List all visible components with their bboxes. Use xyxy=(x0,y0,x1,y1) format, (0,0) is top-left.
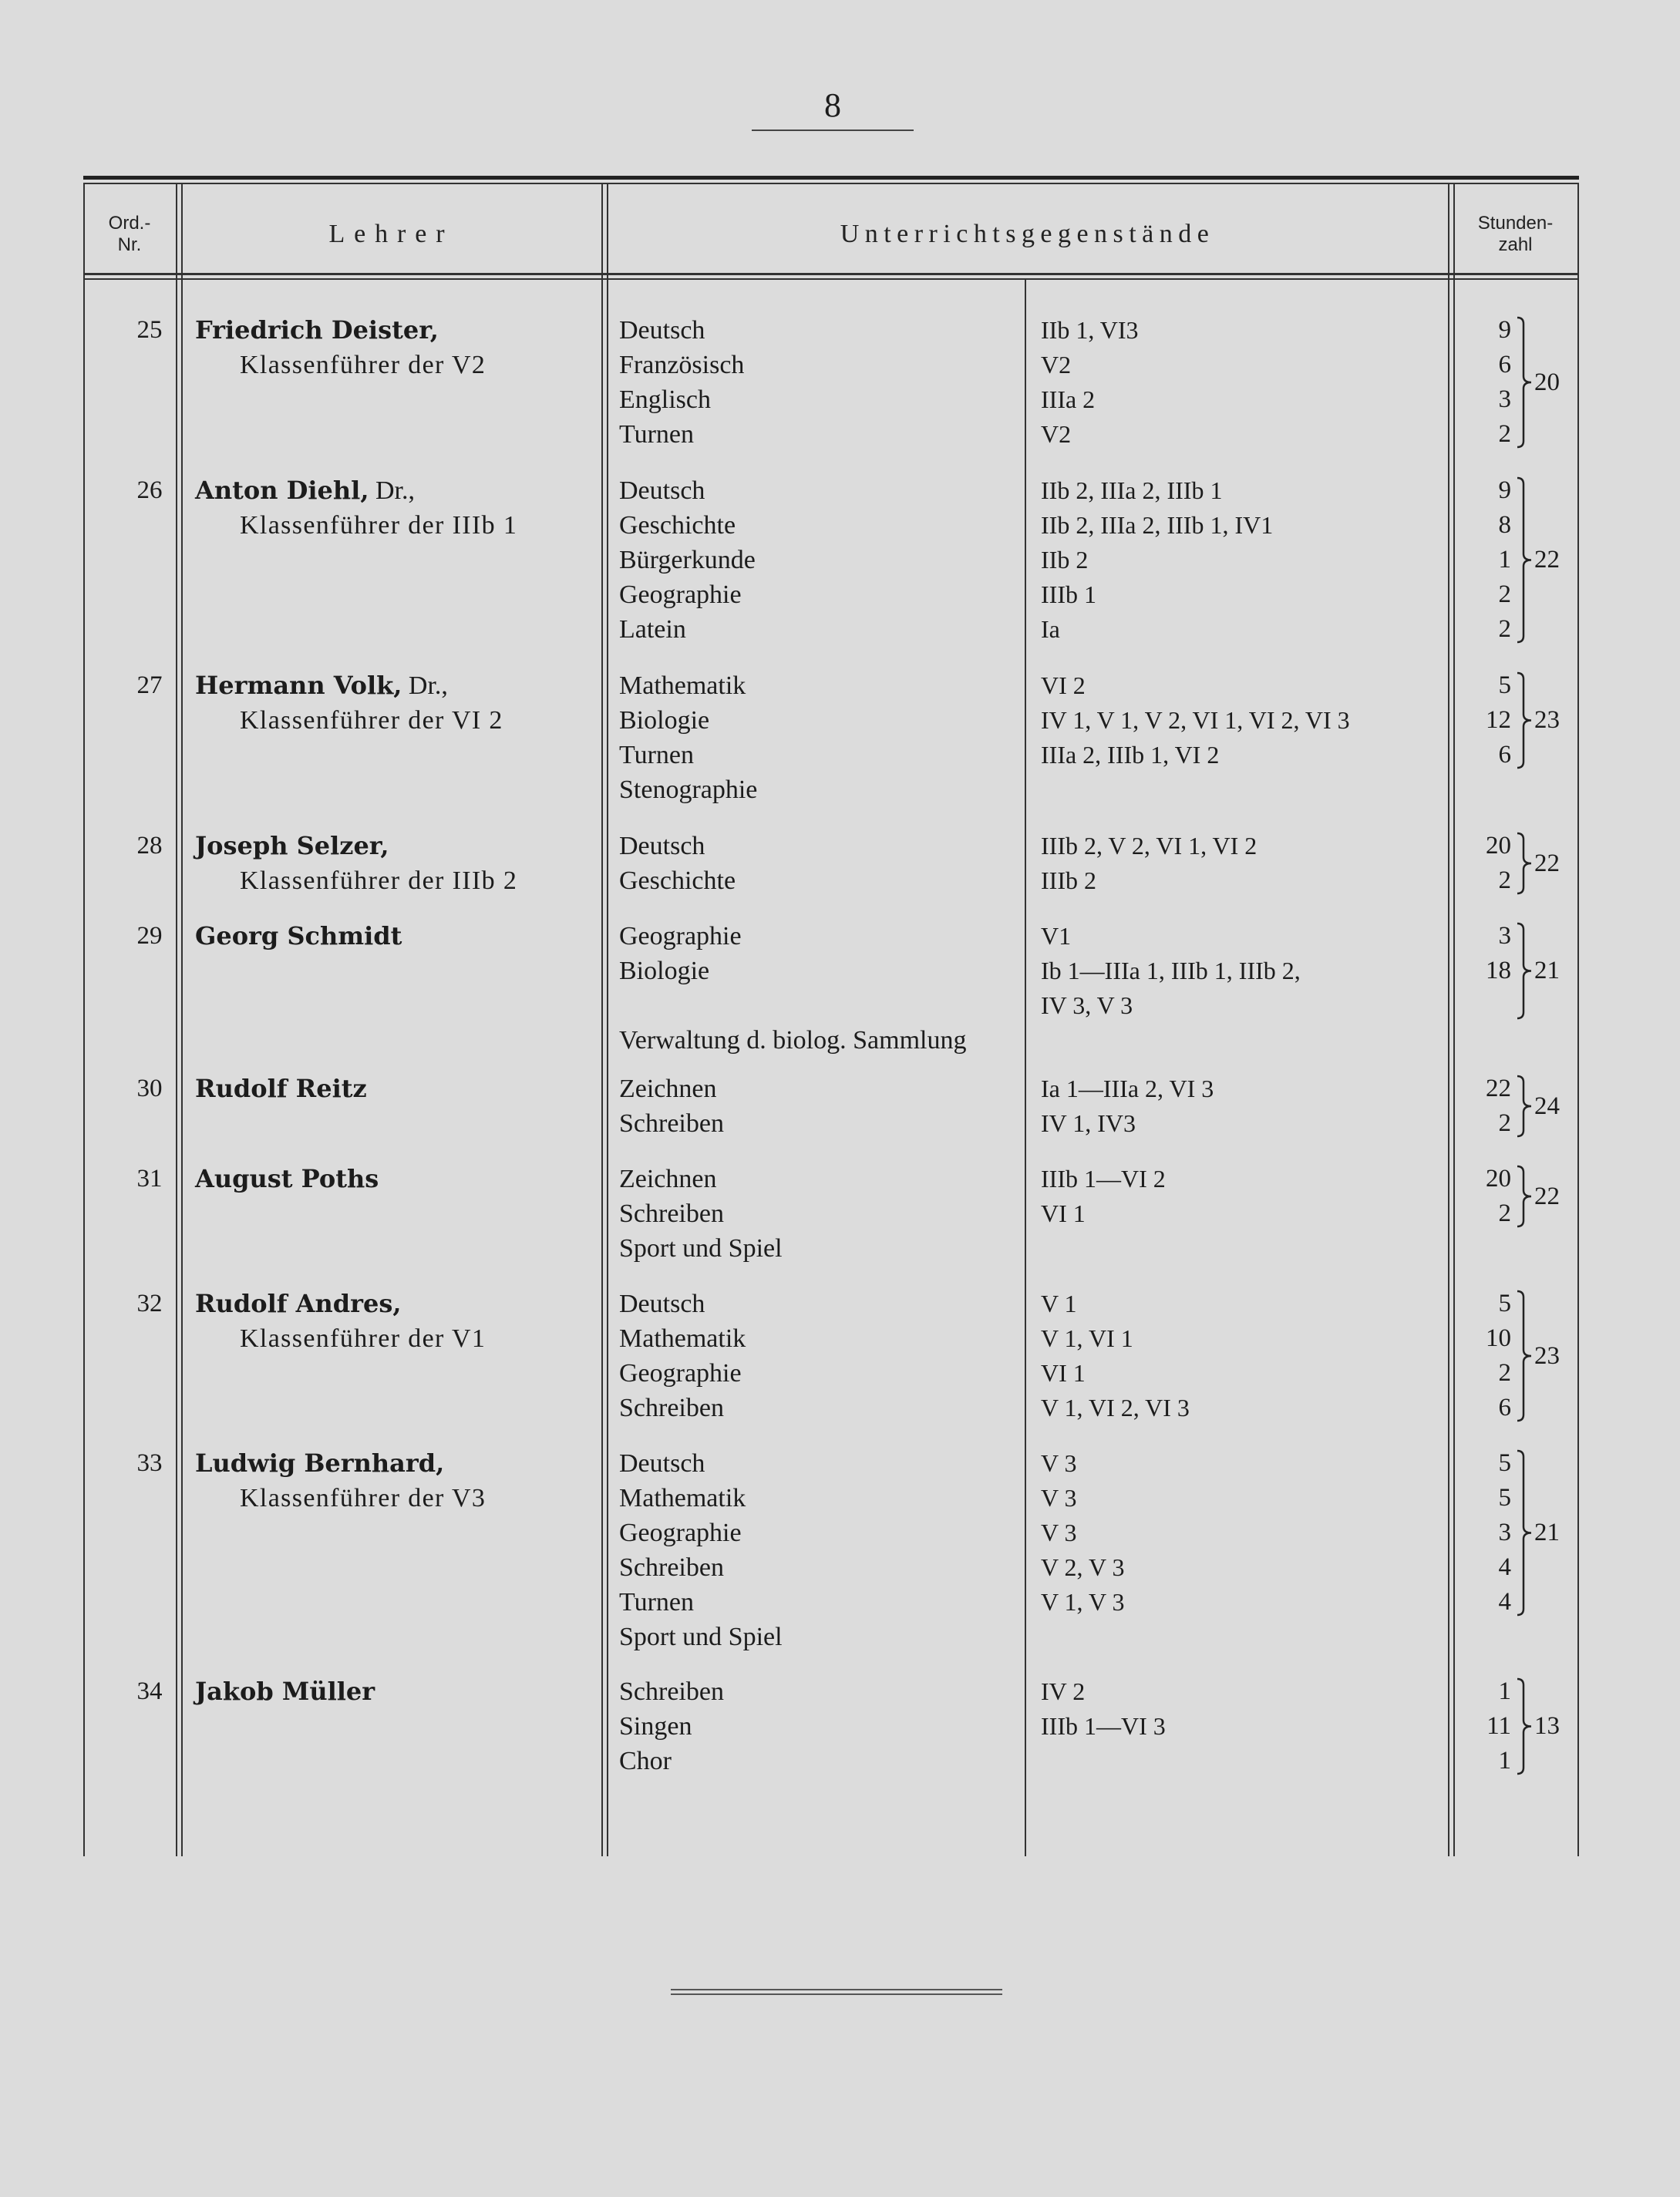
teacher-entry xyxy=(83,829,1579,898)
header-ord-nr: Ord.- Nr. xyxy=(108,213,151,255)
class-cell: V2 xyxy=(1041,420,1072,448)
class-cell: V1 xyxy=(1041,922,1072,950)
hours-cell: 3 xyxy=(1498,922,1511,950)
header-hours: Stunden- zahl xyxy=(1477,213,1554,255)
table-top-rule-inner xyxy=(83,183,1579,184)
class-cell: IIIb 1—VI 3 xyxy=(1041,1712,1166,1740)
class-cell: IV 1, V 1, V 2, VI 1, VI 2, VI 3 xyxy=(1041,706,1350,734)
subject-cell: Deutsch xyxy=(619,316,705,345)
subject-cell: Latein xyxy=(619,615,686,644)
hours-total: 22 xyxy=(1534,1182,1560,1210)
teacher-name-text: Rudolf Reitz xyxy=(195,1074,367,1103)
hours-total: 22 xyxy=(1534,849,1560,877)
entry-number: 32 xyxy=(136,1290,163,1317)
subject-cell: Schreiben xyxy=(619,1553,724,1582)
class-cell: Ia 1—IIIa 2, VI 3 xyxy=(1041,1075,1214,1102)
teacher-name-text: Georg Schmidt xyxy=(195,921,402,950)
teacher-name xyxy=(195,1287,673,1321)
subject-cell: Mathematik xyxy=(619,1324,746,1353)
header-bottom-rule-inner xyxy=(83,278,1579,280)
hours-cell: 9 xyxy=(1498,476,1511,504)
teacher-role: Klassenführer der VI 2 xyxy=(240,706,503,735)
entry-number: 25 xyxy=(136,316,163,344)
entry-number: 27 xyxy=(136,671,163,699)
subject-cell: Schreiben xyxy=(619,1677,724,1706)
hours-brace xyxy=(1516,1165,1534,1228)
teacher-entry xyxy=(83,1674,1579,1778)
header-bottom-rule xyxy=(83,273,1579,275)
subject-cell: Geschichte xyxy=(619,866,736,895)
teacher-name-text: Anton Diehl, xyxy=(195,476,369,505)
hours-total: 23 xyxy=(1534,706,1560,734)
hours-brace xyxy=(1516,476,1534,644)
class-cell: V 1, VI 1 xyxy=(1041,1324,1133,1352)
teacher-entry xyxy=(83,668,1579,807)
class-cell: IIb 2, IIIa 2, IIIb 1, IV1 xyxy=(1041,511,1274,539)
hours-cell: 18 xyxy=(1486,957,1511,984)
teacher-name-text: Ludwig Bernhard, xyxy=(195,1448,445,1478)
teacher-name xyxy=(195,919,673,954)
teacher-entry xyxy=(83,1287,1579,1425)
teacher-entry xyxy=(83,1162,1579,1266)
teacher-role: Klassenführer der IIIb 1 xyxy=(240,511,518,540)
subject-cell: Mathematik xyxy=(619,671,746,700)
hours-brace xyxy=(1516,1075,1534,1138)
class-cell: V 1, VI 2, VI 3 xyxy=(1041,1394,1190,1421)
hours-brace xyxy=(1516,1677,1534,1775)
hours-cell: 3 xyxy=(1498,1519,1511,1546)
subject-cell: Deutsch xyxy=(619,1290,705,1318)
class-cell: Ia xyxy=(1041,615,1060,643)
class-cell: IIIb 2, V 2, VI 1, VI 2 xyxy=(1041,832,1257,860)
class-cell: IV 2 xyxy=(1041,1677,1086,1705)
hours-brace xyxy=(1516,832,1534,895)
subject-cell: Mathematik xyxy=(619,1484,746,1512)
subject-cell: Bürgerkunde xyxy=(619,546,756,574)
hours-cell: 2 xyxy=(1498,1109,1511,1137)
subject-cell: Zeichnen xyxy=(619,1075,717,1103)
entry-number: 29 xyxy=(136,922,163,950)
hours-cell: 11 xyxy=(1486,1712,1511,1740)
teacher-name xyxy=(195,1162,673,1196)
subject-cell: Deutsch xyxy=(619,476,705,505)
teacher-name xyxy=(195,1446,673,1481)
teacher-entry xyxy=(83,1072,1579,1141)
class-cell: VI 1 xyxy=(1041,1359,1086,1387)
class-cell: V 3 xyxy=(1041,1449,1077,1477)
hours-brace xyxy=(1516,671,1534,769)
page-number-rule xyxy=(752,130,914,131)
subject-cell: Deutsch xyxy=(619,832,705,860)
hours-cell: 5 xyxy=(1498,1290,1511,1317)
class-cell: IIIb 2 xyxy=(1041,866,1096,894)
subject-cell: Zeichnen xyxy=(619,1165,717,1193)
subject-cell: Geographie xyxy=(619,922,742,950)
teacher-role: Klassenführer der IIIb 2 xyxy=(240,866,518,895)
hours-cell: 5 xyxy=(1498,1449,1511,1477)
entry-number: 34 xyxy=(136,1677,163,1705)
subject-cell: Singen xyxy=(619,1712,692,1741)
teacher-role: Klassenführer der V1 xyxy=(240,1324,486,1353)
hours-cell: 2 xyxy=(1498,615,1511,643)
teacher-name-text: August Poths xyxy=(195,1164,379,1193)
hours-cell: 6 xyxy=(1498,741,1511,769)
hours-cell: 2 xyxy=(1498,420,1511,448)
subject-cell: Biologie xyxy=(619,706,710,735)
class-cell: IIIb 1—VI 2 xyxy=(1041,1165,1166,1193)
entry-number: 28 xyxy=(136,832,163,860)
hours-cell: 5 xyxy=(1498,1484,1511,1512)
teacher-title: Dr., xyxy=(402,671,448,700)
teacher-name xyxy=(195,1674,673,1709)
teacher-name xyxy=(195,313,673,348)
entry-number: 30 xyxy=(136,1075,163,1102)
subject-cell: Verwaltung d. biolog. Sammlung xyxy=(619,1026,967,1055)
class-cell: IIIa 2 xyxy=(1041,385,1096,413)
subject-cell: Deutsch xyxy=(619,1449,705,1478)
class-cell: VI 2 xyxy=(1041,671,1086,699)
hours-brace xyxy=(1516,922,1534,1020)
hours-cell: 2 xyxy=(1498,1199,1511,1227)
hours-cell: 10 xyxy=(1486,1324,1511,1352)
hours-cell: 2 xyxy=(1498,1359,1511,1387)
teacher-name-text: Jakob Müller xyxy=(195,1677,375,1706)
hours-cell: 22 xyxy=(1486,1075,1511,1102)
hours-brace xyxy=(1516,1290,1534,1422)
hours-cell: 1 xyxy=(1498,1677,1511,1705)
teacher-name-text: Joseph Selzer, xyxy=(195,831,389,860)
class-cell: V 3 xyxy=(1041,1484,1077,1512)
subject-cell: Geographie xyxy=(619,1519,742,1547)
teacher-role: Klassenführer der V3 xyxy=(240,1484,486,1512)
hours-total: 22 xyxy=(1534,546,1560,574)
class-cell: V 3 xyxy=(1041,1519,1077,1546)
subject-cell: Geschichte xyxy=(619,511,736,540)
subject-cell: Stenographie xyxy=(619,776,758,804)
hours-cell: 6 xyxy=(1498,351,1511,379)
subject-cell: Schreiben xyxy=(619,1394,724,1422)
hours-cell: 4 xyxy=(1498,1588,1511,1616)
class-cell: V 2, V 3 xyxy=(1041,1553,1125,1581)
hours-cell: 3 xyxy=(1498,385,1511,413)
subject-cell: Sport und Spiel xyxy=(619,1623,783,1651)
bottom-ornament xyxy=(671,1989,1002,2000)
hours-cell: 6 xyxy=(1498,1394,1511,1421)
header-teacher: Lehrer xyxy=(328,220,454,248)
class-cell: IIb 1, VI3 xyxy=(1041,316,1139,344)
subject-cell: Sport und Spiel xyxy=(619,1234,783,1263)
subject-cell: Turnen xyxy=(619,1588,694,1617)
teacher-name xyxy=(195,829,673,863)
teacher-entry xyxy=(83,919,1579,1058)
subject-cell: Chor xyxy=(619,1747,672,1775)
class-cell: IV 3, V 3 xyxy=(1041,991,1133,1019)
hours-cell: 4 xyxy=(1498,1553,1511,1581)
page-number: 8 xyxy=(824,86,841,124)
teacher-entry xyxy=(83,313,1579,452)
subject-cell: Französisch xyxy=(619,351,745,379)
teacher-entry xyxy=(83,1446,1579,1654)
teacher-name-text: Rudolf Andres, xyxy=(195,1289,402,1318)
teacher-name-text: Friedrich Deister, xyxy=(195,315,439,345)
header-subjects: Unterrichtsgegenstände xyxy=(840,220,1215,248)
class-cell: IV 1, IV3 xyxy=(1041,1109,1136,1137)
subject-cell: Turnen xyxy=(619,420,694,449)
hours-cell: 1 xyxy=(1498,1747,1511,1775)
class-cell: V2 xyxy=(1041,351,1072,379)
class-cell: IIIa 2, IIIb 1, VI 2 xyxy=(1041,741,1220,769)
hours-brace xyxy=(1516,316,1534,449)
subject-cell: Englisch xyxy=(619,385,711,414)
hours-total: 20 xyxy=(1534,368,1560,396)
subject-cell: Geographie xyxy=(619,580,742,609)
class-cell: V 1, V 3 xyxy=(1041,1588,1125,1616)
hours-brace xyxy=(1516,1449,1534,1617)
hours-cell: 1 xyxy=(1498,546,1511,574)
class-cell: IIIb 1 xyxy=(1041,580,1096,608)
hours-total: 13 xyxy=(1534,1712,1560,1740)
teacher-entry xyxy=(83,473,1579,647)
hours-cell: 5 xyxy=(1498,671,1511,699)
entry-number: 33 xyxy=(136,1449,163,1477)
subject-cell: Biologie xyxy=(619,957,710,985)
subject-cell: Schreiben xyxy=(619,1199,724,1228)
hours-cell: 2 xyxy=(1498,580,1511,608)
teacher-name xyxy=(195,668,673,703)
teacher-name xyxy=(195,1072,673,1106)
subject-cell: Geographie xyxy=(619,1359,742,1388)
class-cell: V 1 xyxy=(1041,1290,1077,1317)
class-cell: Ib 1—IIIa 1, IIIb 1, IIIb 2, xyxy=(1041,957,1301,984)
hours-cell: 12 xyxy=(1486,706,1511,734)
class-cell: VI 1 xyxy=(1041,1199,1086,1227)
subject-cell: Schreiben xyxy=(619,1109,724,1138)
hours-cell: 20 xyxy=(1486,1165,1511,1193)
hours-cell: 20 xyxy=(1486,832,1511,860)
hours-cell: 2 xyxy=(1498,866,1511,894)
teacher-title: Dr., xyxy=(369,476,415,505)
hours-total: 21 xyxy=(1534,1519,1560,1546)
table-top-rule xyxy=(83,176,1579,180)
class-cell: IIb 2, IIIa 2, IIIb 1 xyxy=(1041,476,1223,504)
teacher-name-text: Hermann Volk, xyxy=(195,671,402,700)
entry-number: 31 xyxy=(136,1165,163,1193)
teacher-name xyxy=(195,473,673,508)
hours-total: 23 xyxy=(1534,1341,1560,1370)
hours-cell: 8 xyxy=(1498,511,1511,539)
teacher-role: Klassenführer der V2 xyxy=(240,351,486,379)
hours-total: 24 xyxy=(1534,1092,1560,1120)
entry-number: 26 xyxy=(136,476,163,504)
hours-total: 21 xyxy=(1534,957,1560,984)
subject-cell: Turnen xyxy=(619,741,694,769)
class-cell: IIb 2 xyxy=(1041,546,1089,574)
hours-cell: 9 xyxy=(1498,316,1511,344)
